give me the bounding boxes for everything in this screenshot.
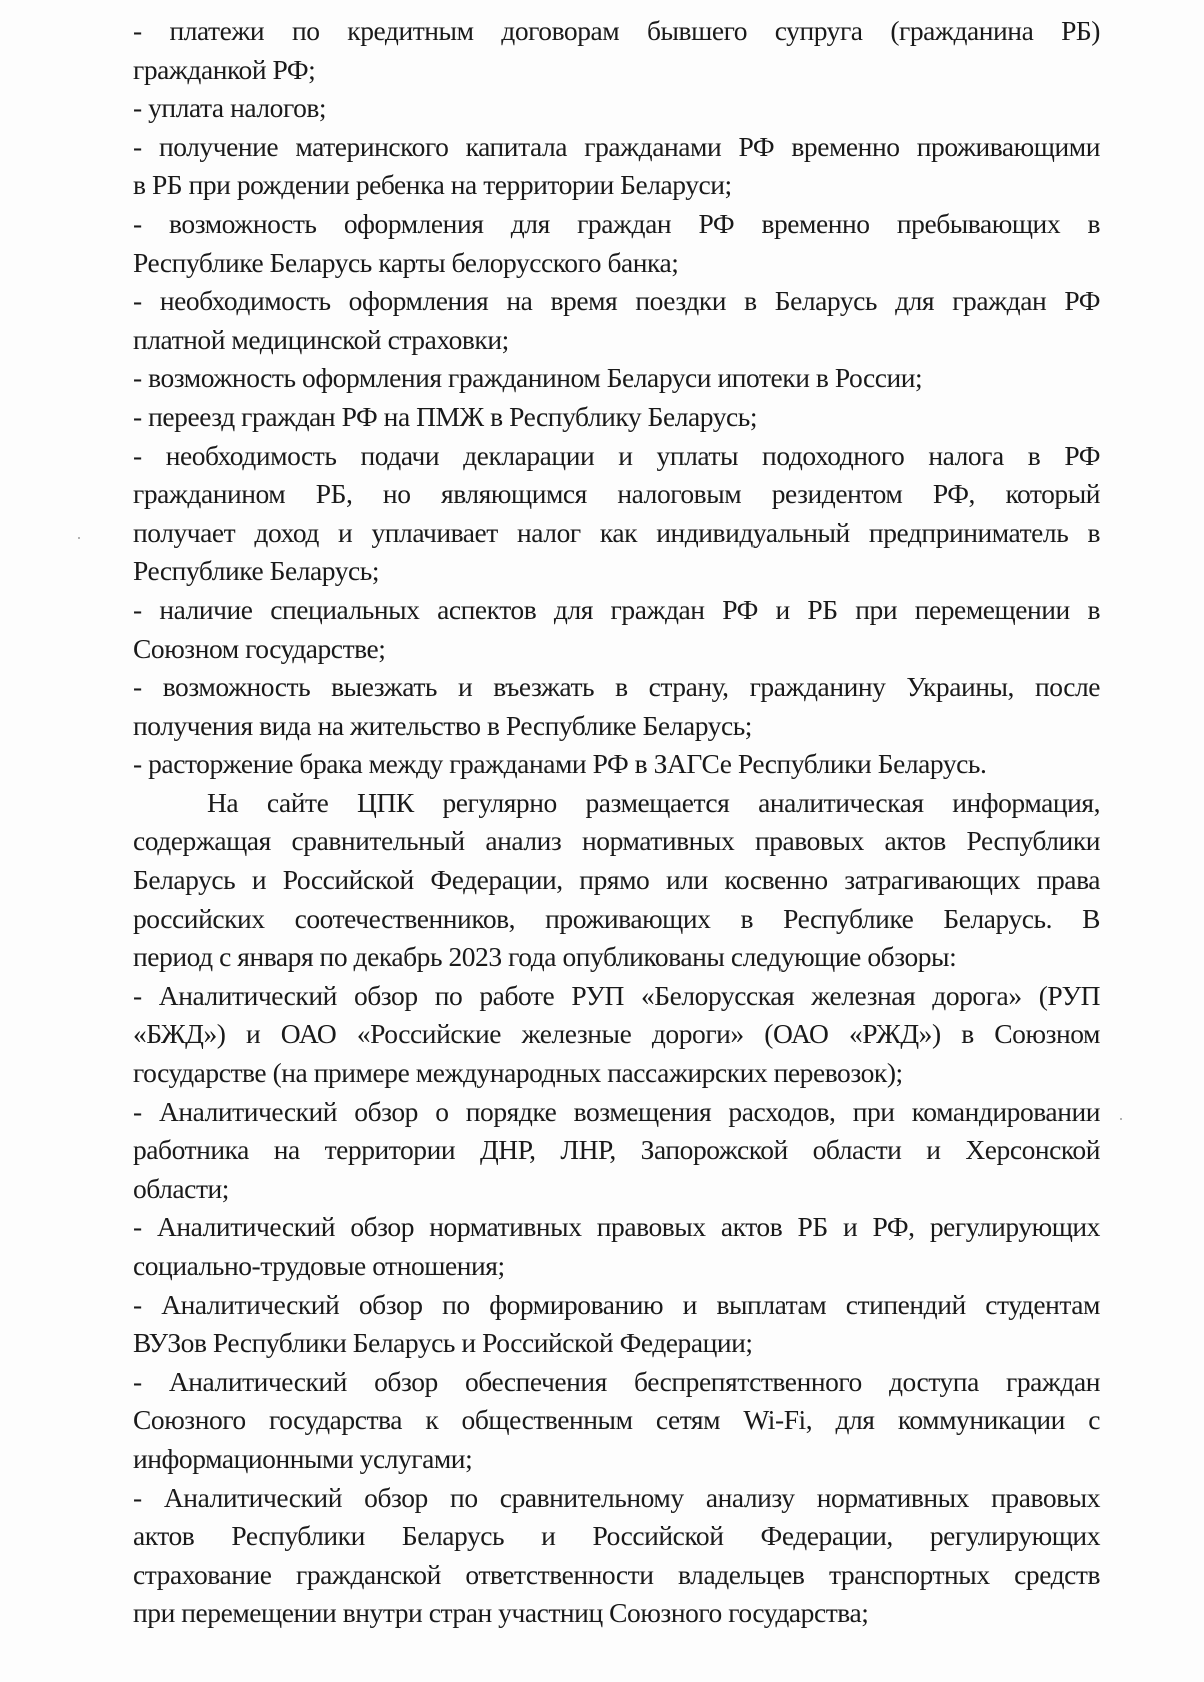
text-line: при перемещении внутри стран участниц Союзного государства; [133,1597,869,1629]
text-line: Союзном государстве; [133,632,386,664]
text-line: - уплата налогов; [133,92,327,124]
text-line: получения вида на жительство в Республике Беларусь; [133,709,752,741]
text-line: Республике Беларусь; [133,555,380,587]
text-line: Союзного государства к общественным сетям Wi-Fi, для коммуникации с [133,1404,1100,1436]
text-line: в РБ при рождении ребенка на территории Беларуси; [133,169,732,201]
text-line: Беларусь и Российской Федерации, прямо или косвенно затрагивающих права [133,864,1100,896]
text-line: Республике Беларусь карты белорусского банка; [133,246,679,278]
text-line: гражданином РБ, но являющимся налоговым резидентом РФ, который [133,478,1100,510]
text-line: - необходимость оформления на время поездки в Беларусь для граждан РФ [133,285,1100,317]
text-line: - платежи по кредитным договорам бывшего супруга (гражданина РБ) [133,15,1100,46]
text-line: социально-трудовые отношения; [133,1250,505,1281]
text-line: содержащая сравнительный анализ нормативных правовых актов Республики [133,825,1100,857]
text-line: информационными услугами; [133,1442,473,1474]
scan-speck [1120,1118,1122,1120]
text-line: актов Республики Беларусь и Российской Федерации, регулирующих [133,1520,1100,1552]
text-line: период с января по декабрь 2023 года опубликованы следующие обзоры: [133,941,957,973]
text-line: - возможность оформления гражданином Беларуси ипотеки в России; [133,362,923,394]
text-line: «БЖД») и ОАО «Российские железные дороги» (ОАО «РЖД») в Союзном [133,1018,1100,1050]
text-line: - Аналитический обзор о порядке возмещения расходов, при командировании [133,1095,1100,1127]
text-line: работника на территории ДНР, ЛНР, Запорожской области и Херсонской [133,1134,1100,1166]
paragraph-first-line: На сайте ЦПК регулярно размещается аналитическая информация, [207,786,1100,818]
text-line: получает доход и уплачивает налог как индивидуальный предприниматель в [133,516,1100,548]
text-line: - переезд граждан РФ на ПМЖ в Республику Беларусь; [133,400,758,432]
text-line: области; [133,1172,229,1204]
text-line: гражданкой РФ; [133,53,316,85]
text-line: российских соотечественников, проживающих в Республике Беларусь. В [133,902,1100,934]
text-line: - возможность выезжать и въезжать в страну, гражданину Украины, после [133,671,1100,703]
text-line: - Аналитический обзор по сравнительному анализу нормативных правовых [133,1481,1100,1513]
text-line: ВУЗов Республики Беларусь и Российской Федерации; [133,1327,753,1359]
text-line: государстве (на примере международных пассажирских перевозок); [133,1057,903,1089]
text-line: - Аналитический обзор по формированию и выплатам стипендий студентам [133,1288,1100,1320]
scan-speck [78,537,80,539]
text-line: страхование гражданской ответственности владельцев транспортных средств [133,1558,1100,1590]
text-line: платной медицинской страховки; [133,323,509,355]
text-line: - возможность оформления для граждан РФ временно пребывающих в [133,207,1100,239]
document-body [133,12,1100,1633]
text-line: - необходимость подачи декларации и уплаты подоходного налога в РФ [133,439,1100,471]
text-line: - расторжение брака между гражданами РФ в ЗАГСе Республики Беларусь. [133,748,987,780]
text-line: - Аналитический обзор обеспечения беспрепятственного доступа граждан [133,1365,1100,1397]
text-line: - получение материнского капитала гражданами РФ временно проживающими [133,130,1100,162]
text-line: - наличие специальных аспектов для граждан РФ и РБ при перемещении в [133,593,1100,625]
text-line: - Аналитический обзор нормативных правовых актов РБ и РФ, регулирующих [133,1211,1100,1243]
text-line: - Аналитический обзор по работе РУП «Белорусская железная дорога» (РУП [133,979,1100,1011]
